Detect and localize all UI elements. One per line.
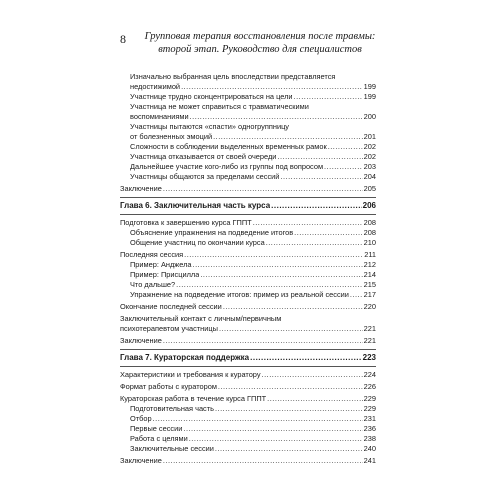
toc-item-label-line1: Участница не может справиться с травматическими xyxy=(130,102,309,111)
toc-item-page: 221 xyxy=(363,324,376,333)
toc-item[interactable] xyxy=(120,382,376,392)
dot-leader xyxy=(280,172,362,182)
toc-item-label: Глава 6. Заключительная часть курса xyxy=(120,201,271,210)
toc-item-label: Заключение xyxy=(120,456,162,465)
toc-item[interactable] xyxy=(120,394,376,404)
dot-leader xyxy=(277,152,362,162)
dot-leader xyxy=(215,404,363,414)
chapter-divider xyxy=(120,366,376,367)
dot-leader xyxy=(324,162,363,172)
toc-item-label: Подготовительная часть xyxy=(130,404,214,413)
toc-item[interactable] xyxy=(120,336,376,346)
dot-leader xyxy=(163,184,363,194)
toc-item[interactable] xyxy=(120,370,376,380)
toc-item-page: 236 xyxy=(363,424,376,433)
header-title-line2: второй этап. Руководство для специалистов xyxy=(158,44,362,55)
toc-item-label: Участница отказывается от своей очереди xyxy=(130,152,277,161)
toc-item[interactable] xyxy=(120,280,376,290)
toc-item-page: 202 xyxy=(363,142,376,151)
toc-item[interactable] xyxy=(120,456,376,466)
toc-item[interactable] xyxy=(120,142,376,152)
toc-item-label: Пример: Анджела xyxy=(130,260,192,269)
dot-leader xyxy=(190,112,363,122)
toc-item-label: Последняя сессия xyxy=(120,250,184,259)
toc-item-page: 208 xyxy=(363,218,376,227)
toc-item-page: 217 xyxy=(363,290,376,299)
toc-item-page: 241 xyxy=(363,456,376,465)
toc-item[interactable] xyxy=(120,290,376,300)
toc-item-page: 229 xyxy=(363,394,376,403)
dot-leader xyxy=(193,260,363,270)
toc-item[interactable] xyxy=(120,184,376,194)
toc-item-page: 200 xyxy=(363,112,376,121)
toc-item[interactable] xyxy=(120,424,376,434)
page-number: 8 xyxy=(120,32,126,46)
toc-item-label: Участнице трудно сконцентрироваться на цели xyxy=(130,92,293,101)
toc-item-page: 210 xyxy=(363,238,376,247)
toc-item[interactable] xyxy=(120,314,376,334)
dot-leader xyxy=(328,142,363,152)
toc-item-label: Заключение xyxy=(120,184,162,193)
toc-item-page: 214 xyxy=(363,270,376,279)
toc-item-label: Окончание последней сессии xyxy=(120,302,222,311)
toc-item-label: Сложности в соблюдении выделенных временных рамок xyxy=(130,142,327,151)
toc-item-page: 203 xyxy=(363,162,376,171)
toc-item[interactable] xyxy=(120,444,376,454)
toc-item-label: Объяснение упражнения на подведение итогов xyxy=(130,228,294,237)
dot-leader xyxy=(266,238,363,248)
dot-leader xyxy=(163,456,363,466)
toc-item[interactable] xyxy=(120,72,376,92)
toc-item-page: 208 xyxy=(363,228,376,237)
dot-leader xyxy=(253,218,363,228)
dot-leader xyxy=(271,201,361,211)
toc-item[interactable] xyxy=(120,270,376,280)
toc-item-page: 206 xyxy=(362,201,376,210)
toc-item-label: Участницы общаются за пределами сессий xyxy=(130,172,280,181)
chapter-divider xyxy=(120,214,376,215)
toc-item[interactable] xyxy=(120,228,376,238)
dot-leader xyxy=(176,280,363,290)
toc-item[interactable] xyxy=(120,162,376,172)
dot-leader xyxy=(215,444,363,454)
toc-item-label: недостижимой xyxy=(130,82,181,91)
toc-item[interactable] xyxy=(120,434,376,444)
dot-leader xyxy=(213,132,363,142)
dot-leader xyxy=(181,82,363,92)
toc-item-label: воспоминаниями xyxy=(130,112,189,121)
toc-item-label: Глава 7. Кураторская поддержка xyxy=(120,353,250,362)
toc-chapter[interactable] xyxy=(120,353,376,363)
toc-item[interactable] xyxy=(120,302,376,312)
header-title-line1: Групповая терапия восстановления после травмы: xyxy=(144,31,376,42)
toc-item-label-line1: Заключительный контакт с личным/первичным xyxy=(120,314,282,323)
toc-item[interactable] xyxy=(120,260,376,270)
dot-leader xyxy=(153,414,363,424)
toc-item-page: 215 xyxy=(363,280,376,289)
table-of-contents xyxy=(120,72,376,466)
toc-item-label: Первые сессии xyxy=(130,424,183,433)
toc-item[interactable] xyxy=(120,404,376,414)
toc-item[interactable] xyxy=(120,238,376,248)
toc-item-label-line1: Участницы пытаются «спасти» одногруппницу xyxy=(130,122,290,131)
dot-leader xyxy=(250,353,362,363)
toc-item[interactable] xyxy=(120,250,376,260)
toc-item-label-line1: Изначально выбранная цель впоследствии представляется xyxy=(130,72,336,81)
toc-chapter[interactable] xyxy=(120,201,376,211)
dot-leader xyxy=(219,324,363,334)
dot-leader xyxy=(267,394,363,404)
toc-item-page: 220 xyxy=(363,302,376,311)
dot-leader xyxy=(223,302,363,312)
dot-leader xyxy=(294,228,363,238)
toc-item-page: 229 xyxy=(363,404,376,413)
toc-item-page: 199 xyxy=(363,82,376,91)
toc-item-page: 240 xyxy=(363,444,376,453)
toc-item-label: Подготовка к завершению курса ГППТ xyxy=(120,218,252,227)
dot-leader xyxy=(294,92,363,102)
toc-item-label: Формат работы с куратором xyxy=(120,382,217,391)
toc-item[interactable] xyxy=(120,102,376,122)
toc-item[interactable] xyxy=(120,172,376,182)
toc-item-label: от болезненных эмоций xyxy=(130,132,213,141)
toc-item[interactable] xyxy=(120,122,376,142)
toc-item-label: Дальнейшее участие кого-либо из группы под вопросом xyxy=(130,162,324,171)
toc-item-page: 201 xyxy=(363,132,376,141)
dot-leader xyxy=(189,434,363,444)
toc-item-page: 204 xyxy=(363,172,376,181)
toc-item-label: Отбор xyxy=(130,414,152,423)
toc-item[interactable] xyxy=(120,92,376,102)
toc-item-page: 221 xyxy=(363,336,376,345)
dot-leader xyxy=(163,336,363,346)
dot-leader xyxy=(200,270,362,280)
toc-item[interactable] xyxy=(120,414,376,424)
dot-leader xyxy=(183,424,362,434)
toc-item-label: Общение участниц по окончании курса xyxy=(130,238,265,247)
toc-item-label: Характеристики и требования к куратору xyxy=(120,370,261,379)
toc-item-page: 231 xyxy=(363,414,376,423)
toc-item[interactable] xyxy=(120,218,376,228)
toc-item-label: Кураторская работа в течение курса ГППТ xyxy=(120,394,267,403)
dot-leader xyxy=(262,370,363,380)
toc-item-page: 238 xyxy=(363,434,376,443)
toc-item-page: 199 xyxy=(363,92,376,101)
toc-item-page: 226 xyxy=(363,382,376,391)
toc-item-label: Упражнение на подведение итогов: пример из реальной сессии xyxy=(130,290,349,299)
toc-item-page: 223 xyxy=(362,353,376,362)
dot-leader xyxy=(184,250,363,260)
running-header xyxy=(140,30,380,56)
toc-item-page: 211 xyxy=(364,250,376,259)
dot-leader xyxy=(218,382,363,392)
dot-leader xyxy=(350,290,363,300)
toc-item-page: 224 xyxy=(363,370,376,379)
toc-item-page: 202 xyxy=(363,152,376,161)
toc-item-label: психотерапевтом участницы xyxy=(120,324,218,333)
toc-item-page: 212 xyxy=(363,260,376,269)
toc-item-label: Что дальше? xyxy=(130,280,176,289)
chapter-divider xyxy=(120,197,376,198)
toc-item-label: Заключительные сессии xyxy=(130,444,214,453)
toc-item-page: 205 xyxy=(363,184,376,193)
toc-item-label: Пример: Присцилла xyxy=(130,270,200,279)
toc-item[interactable] xyxy=(120,152,376,162)
toc-item-label: Заключение xyxy=(120,336,162,345)
toc-item-label: Работа с целями xyxy=(130,434,188,443)
chapter-divider xyxy=(120,349,376,350)
